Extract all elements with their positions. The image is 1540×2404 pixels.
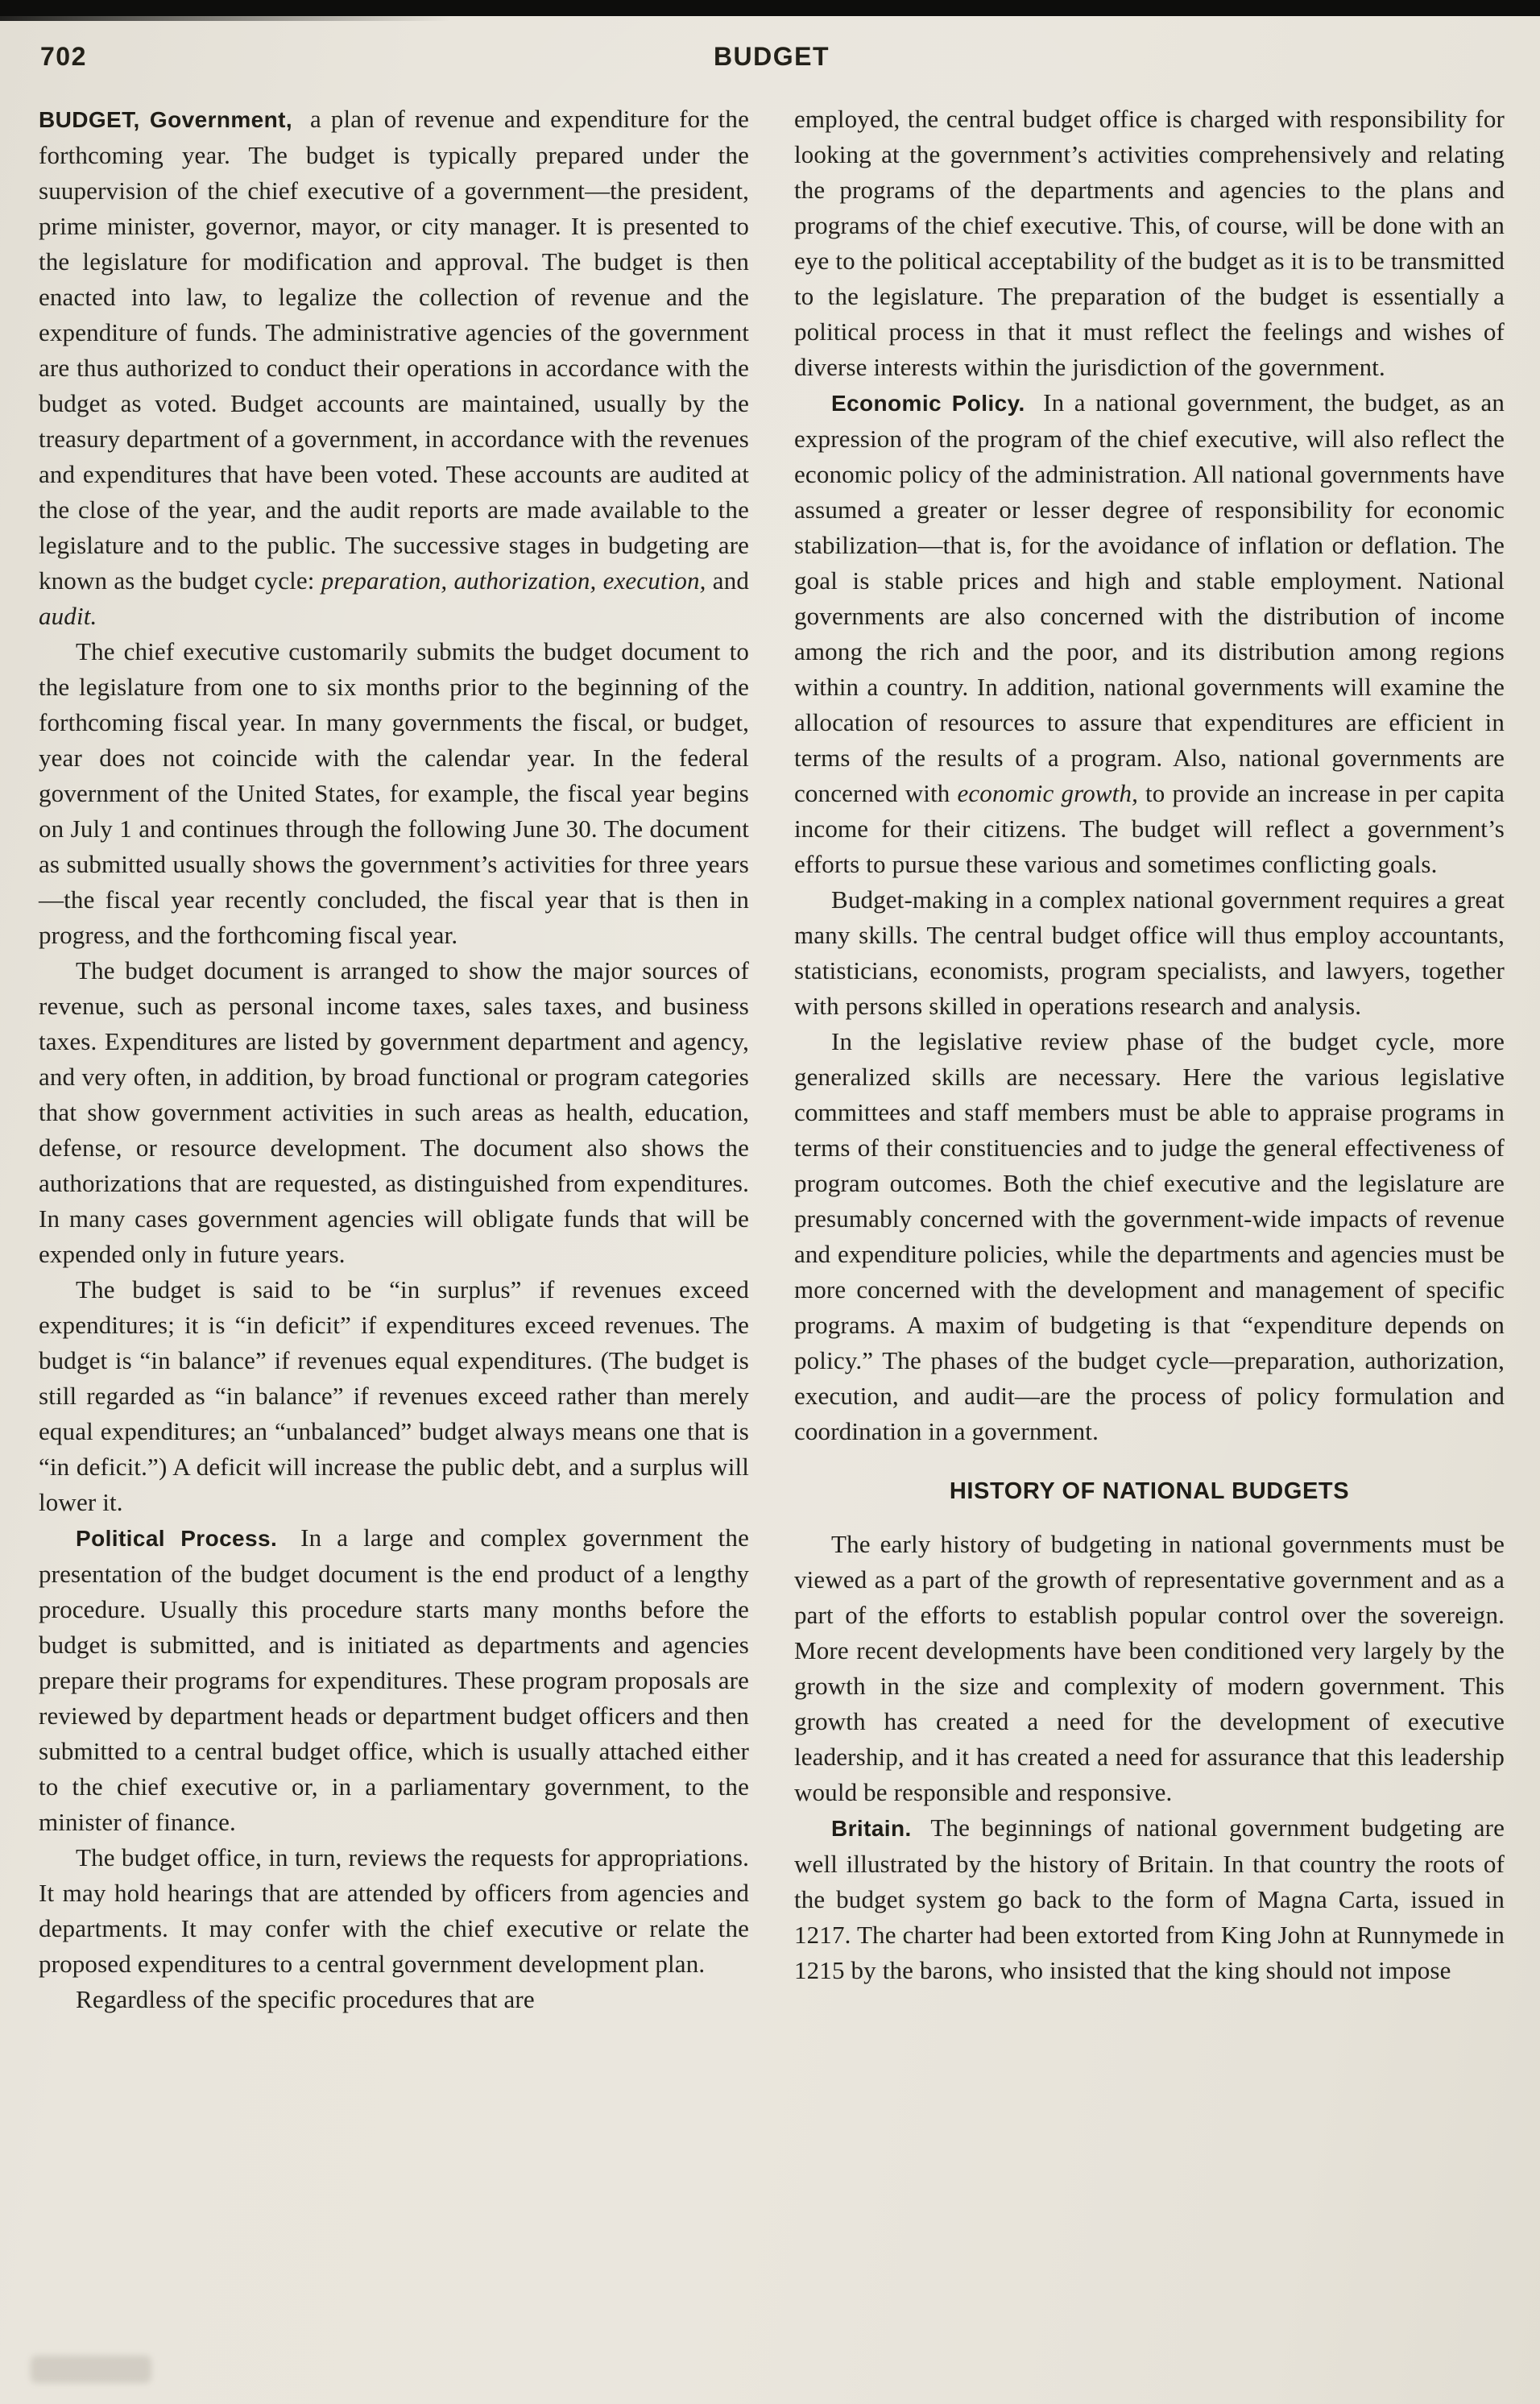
paragraph xyxy=(39,1520,749,1840)
text-segment: In a large and complex government the presentation of the budget document is the end product of a lengthy procedure. Usually this procedure starts many months before the budget is submitted, and is initiated as departments and agencies prepare their programs for expenditures. These program proposals are reviewed by department heads or department budget officers and then submitted to a central budget office, which is usually attached either to the chief executive or, in a parliamentary government, to the minister of finance. xyxy=(39,1523,749,1836)
text-segment: The budget is said to be “in surplus” if revenues exceed expenditures; it is “in deficit” if expenditures exceed revenues. The budget is “in balance” if revenues equal expenditures. (The budget is still regarded as “in balance” if revenues exceed rather than merely equal expenditures; an “unbalanced” budget always means one that is “in deficit.”) A deficit will increase the public debt, and a surplus will lower it. xyxy=(39,1275,749,1516)
page-header xyxy=(39,42,1505,84)
text-segment: to provide an increase in per capita income for their citizens. The budget will reflect a government’s efforts to pursue these various and sometimes conflicting goals. xyxy=(794,779,1505,878)
text-segment: audit. xyxy=(39,602,97,630)
column-right xyxy=(794,102,1505,2017)
text-segment: The chief executive customarily submits the budget document to the legislature from one to six months prior to the beginning of the forthcoming fiscal year. In many governments the fiscal, or budget, year does not coincide with the calendar year. In the federal government of the United States, for example, the fiscal year begins on July 1 and continues through the following June 30. The document as submitted usually shows the government’s activities for three years—the fiscal year recently concluded, the fiscal year that is then in progress, and the forthcoming fiscal year. xyxy=(39,637,749,949)
paragraph xyxy=(794,1024,1505,1449)
scan-edge-artifact xyxy=(0,0,1540,16)
article-body xyxy=(39,102,1505,2017)
run-in-heading: Political Process. xyxy=(76,1526,278,1551)
paragraph xyxy=(794,882,1505,1024)
text-segment: The budget office, in turn, reviews the requests for appropriations. It may hold hearings that are attended by officers from agencies and departments. It may confer with the chief executive or relate the proposed expenditures to a central government development plan. xyxy=(39,1843,749,1978)
running-head: BUDGET xyxy=(713,42,830,71)
paragraph xyxy=(39,1840,749,1982)
paragraph xyxy=(794,1810,1505,1988)
text-segment: preparation, authorization, execution, xyxy=(321,566,706,595)
page-number: 702 xyxy=(40,42,87,71)
text-segment: The budget document is arranged to show the major sources of revenue, such as personal income taxes, sales taxes, and business taxes. Expenditures are listed by government department and agency, and very often, in addition, by broad functional or program categories that show government activities in such areas as health, education, defense, or resource development. The document also shows the authorizations that are requested, as distinguished from expenditures. In many cases government agencies will obligate funds that will be expended only in future years. xyxy=(39,956,749,1268)
paragraph xyxy=(39,1272,749,1520)
paragraph xyxy=(39,953,749,1272)
run-in-heading: Britain. xyxy=(831,1816,912,1841)
text-segment: employed, the central budget office is charged with responsibility for looking at the government’s activities comprehensively and relating the programs of the departments and agencies to the plans and programs of the chief executive. This, of course, will be done with an eye to the political acceptability of the budget as it is to be transmitted to the legislature. The preparation of the budget is essentially a political process in that it must reflect the feelings and wishes of diverse interests within the jurisdiction of the government. xyxy=(794,105,1505,381)
run-in-heading: Economic Policy. xyxy=(831,391,1025,416)
paragraph xyxy=(794,102,1505,385)
text-segment: Budget-making in a complex national government requires a great many skills. The central budget office will thus employ accountants, statisticians, economists, program specialists, and lawyers, together with persons skilled in operations research and analysis. xyxy=(794,885,1505,1020)
scan-smudge-artifact xyxy=(31,2356,151,2383)
text-segment: economic growth, xyxy=(957,779,1138,807)
paragraph xyxy=(794,385,1505,882)
paragraph xyxy=(39,634,749,953)
paragraph xyxy=(39,102,749,634)
text-segment: The early history of budgeting in national governments must be viewed as a part of the growth of representative government and as a part of the efforts to establish popular control over the sovereign. More recent developments have been conditioned very largely by the growth in the size and complexity of modern government. This growth has created a need for the development of executive leadership, and it has created a need for assurance that this leadership would be responsible and responsive. xyxy=(794,1530,1505,1806)
text-segment: The beginnings of national government budgeting are well illustrated by the history of Britain. In that country the roots of the budget system go back to the form of Magna Carta, issued in 1217. The charter had been extorted from King John at Runnymede in 1215 by the barons, who insisted that the king should not impose xyxy=(794,1813,1505,1984)
paragraph xyxy=(39,1982,749,2017)
section-heading: HISTORY OF NATIONAL BUDGETS xyxy=(949,1478,1350,1504)
column-left xyxy=(39,102,749,2017)
text-segment: and xyxy=(706,566,749,595)
text-segment: In the legislative review phase of the budget cycle, more generalized skills are necessary. Here the various legislative committees and staff members must be able to appraise programs in terms of their constituencies and to judge the general effectiveness of program outcomes. Both the chief executive and the legislature are presumably concerned with the government-wide impacts of revenue and expenditure policies, while the departments and agencies must be more concerned with the development and management of specific programs. A maxim of budgeting is that “expenditure depends on policy.” The phases of the budget cycle—preparation, authorization, execution, and audit—are the process of policy formulation and coordination in a government. xyxy=(794,1027,1505,1445)
text-segment: In a national government, the budget, as an expression of the program of the chief executive, will also reflect the economic policy of the administration. All national governments have assumed a greater or lesser degree of responsibility for economic stabilization—that is, for the avoidance of inflation or deflation. The goal is stable prices and high and stable employment. National governments are also concerned with the distribution of income among the rich and the poor, and its distribution among regions within a country. In addition, national governments will examine the allocation of resources to assure that expenditures are efficient in terms of the results of a program. Also, national governments are concerned with xyxy=(794,388,1505,807)
text-segment: Regardless of the specific procedures that are xyxy=(76,1985,535,2013)
paragraph xyxy=(794,1527,1505,1810)
text-segment: a plan of revenue and expenditure for the forthcoming year. The budget is typically prepared under the suupervision of the chief executive of a government—the president, prime minister, governor, mayor, or city manager. It is presented to the legislature for modification and approval. The budget is then enacted into law, to legalize the collection of revenue and the expenditure of funds. The administrative agencies of the government are thus authorized to conduct their operations in accordance with the budget as voted. Budget accounts are maintained, usually by the treasury department of a government, in accordance with the revenues and expenditures that have been voted. These accounts are audited at the close of the year, and the audit reports are made available to the legislature and to the public. The successive stages in budgeting are known as the budget cycle: xyxy=(39,105,749,595)
run-in-heading: BUDGET, Government, xyxy=(39,107,293,132)
